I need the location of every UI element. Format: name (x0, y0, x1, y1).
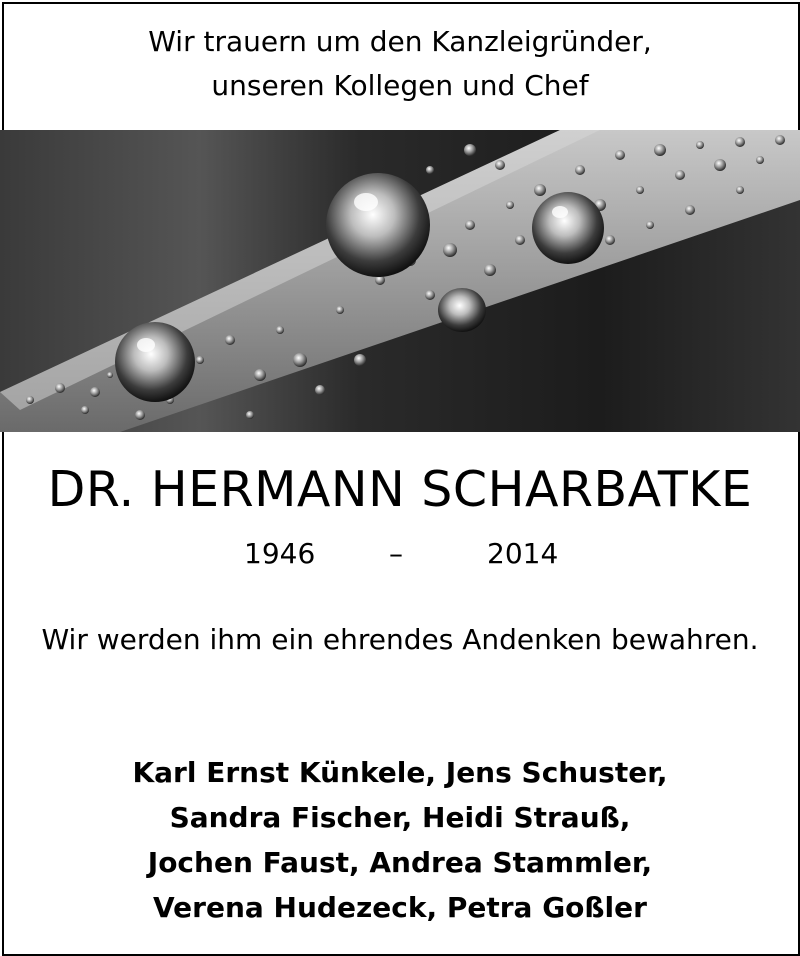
intro-text (0, 20, 800, 108)
signatories-line-1: Karl Ernst Künkele, Jens Schuster, (132, 756, 668, 789)
signatories-line-2: Sandra Fischer, Heidi Strauß, (169, 801, 631, 834)
water-drops-on-grass-blade-image (0, 130, 800, 432)
intro-line-2: unseren Kollegen und Chef (211, 69, 589, 102)
deceased-name: DR. HERMANN SCHARBATKE (47, 461, 753, 518)
intro-line-1: Wir trauern um den Kanzleigründer, (148, 25, 652, 58)
year-dash: – (389, 537, 403, 570)
signatories-line-3: Jochen Faust, Andrea Stammler, (147, 846, 653, 879)
year-of-birth: 1946 (244, 537, 316, 570)
signatories-list (0, 750, 800, 930)
signatories-line-4: Verena Hudezeck, Petra Goßler (153, 891, 647, 924)
memorial-tagline: Wir werden ihm ein ehrendes Andenken bewahren. (41, 623, 759, 656)
year-of-death: 2014 (487, 537, 559, 570)
water-drops-photo (0, 130, 800, 432)
